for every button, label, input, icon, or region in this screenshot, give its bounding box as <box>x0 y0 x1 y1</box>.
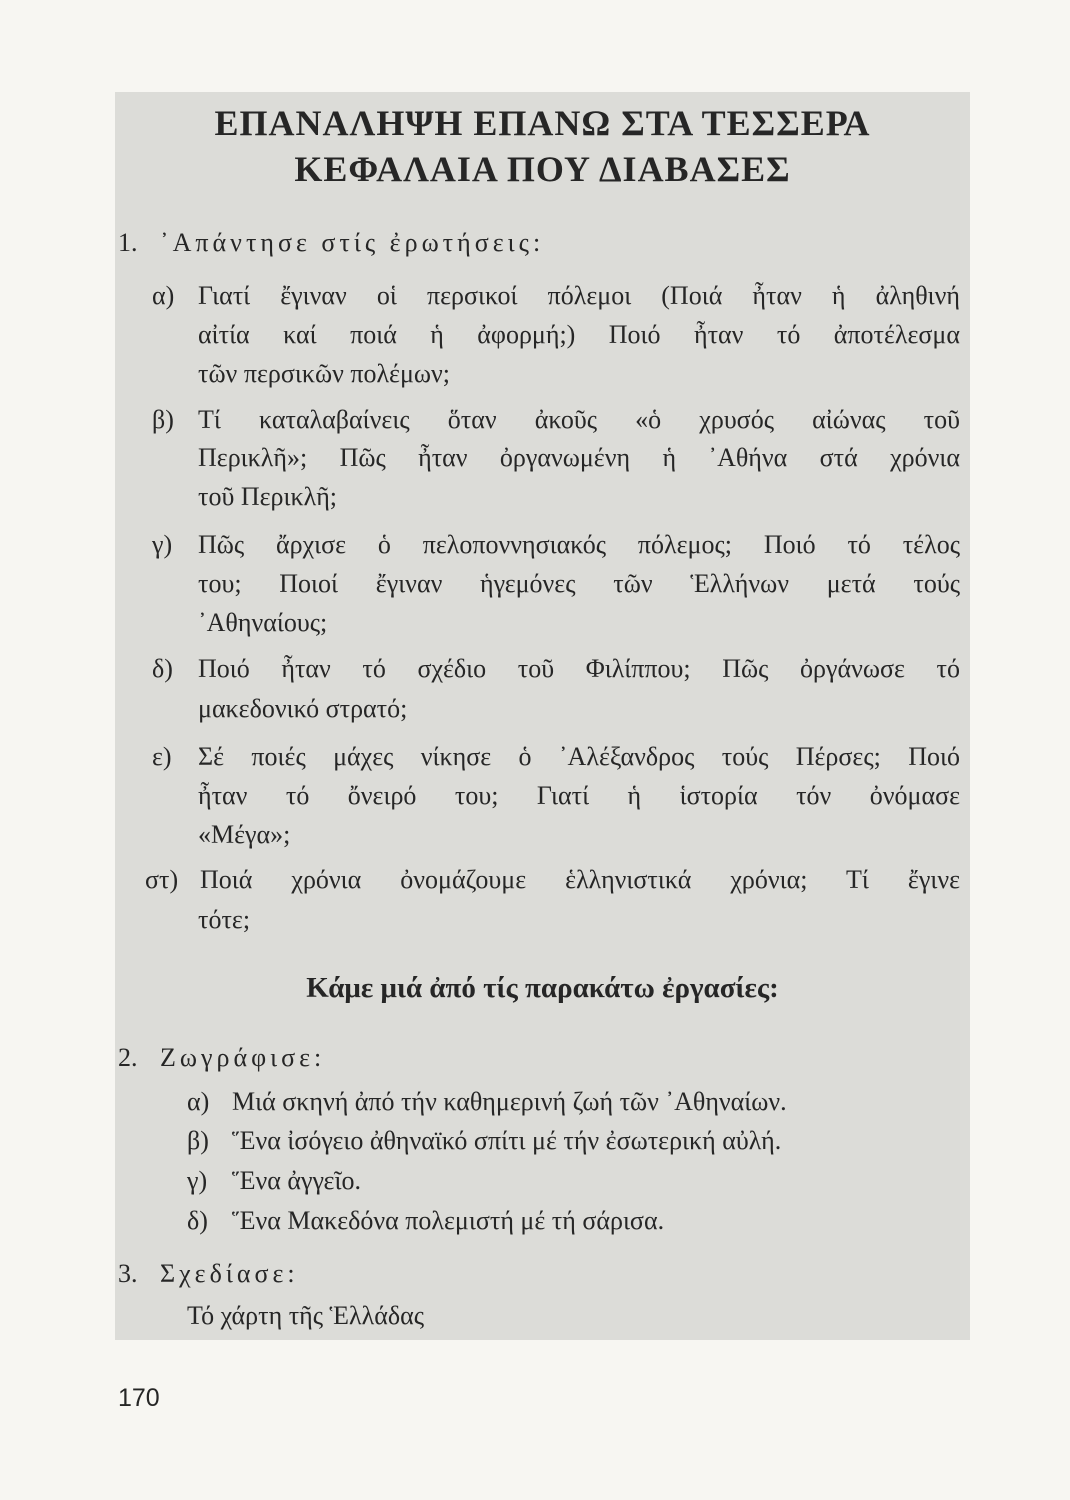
question-1e-line: Σέ ποιές μάχες νίκησε ὁ ᾿Αλέξανδρος τούς Πέρσες; Ποιό <box>198 742 960 771</box>
question-1c-line: ᾿Αθηναίους; <box>198 608 328 637</box>
question-1b-line: Τί καταλαβαίνεις ὅταν ἀκοῦς «ὁ χρυσός αἰώνας τοῦ <box>198 405 960 434</box>
question-1f-label: στ) <box>145 865 179 894</box>
question-1b-line: τοῦ Περικλῆ; <box>198 482 338 511</box>
question-1d-label: δ) <box>152 654 173 683</box>
question-2c-text: Ἕνα ἀγγεῖο. <box>232 1166 361 1195</box>
question-2d-text: Ἕνα Μακεδόνα πολεμιστή μέ τή σάρισα. <box>232 1206 665 1235</box>
question-2b-label: β) <box>187 1126 209 1155</box>
question-2c-label: γ) <box>187 1166 208 1195</box>
page-number: 170 <box>118 1384 160 1412</box>
question-1e-line: ἦταν τό ὄνειρό του; Γιατί ἡ ἱστορία τόν ὀνόμασε <box>198 781 960 810</box>
page-title <box>115 100 970 192</box>
question-1a-line: τῶν περσικῶν πολέμων; <box>198 359 451 388</box>
question-1c-line: του; Ποιοί ἔγιναν ἡγεμόνες τῶν Ἑλλήνων μετά τούς <box>198 569 960 598</box>
title-line-1: ΕΠΑΝΑΛΗΨΗ ΕΠΑΝΩ ΣΤΑ ΤΕΣΣΕΡΑ <box>214 103 871 143</box>
question-1-number: 1. <box>118 228 138 257</box>
question-1a-line: αἰτία καί ποιά ἡ ἀφορμή;) Ποιό ἦταν τό ἀποτέλεσμα <box>198 320 960 349</box>
question-2d-label: δ) <box>187 1206 208 1235</box>
question-2-heading: Ζωγράφισε: <box>160 1043 326 1072</box>
question-1c-label: γ) <box>152 530 173 559</box>
question-1e-label: ε) <box>152 742 172 771</box>
question-1a-line: Γιατί ἔγιναν οἱ περσικοί πόλεμοι (Ποιά ἦταν ἡ ἀληθινή <box>198 281 960 310</box>
question-3-text: Τό χάρτη τῆς Ἑλλάδας <box>187 1301 424 1330</box>
question-1f-line: τότε; <box>198 905 251 934</box>
question-1-heading: ᾿Απάντησε στίς ἐρωτήσεις: <box>160 228 545 257</box>
question-1d-line: μακεδονικό στρατό; <box>198 694 408 723</box>
question-2-number: 2. <box>118 1043 138 1072</box>
question-1e-line: «Μέγα»; <box>198 820 291 849</box>
question-1f-line: Ποιά χρόνια ὀνομάζουμε ἑλληνιστικά χρόνια; Τί ἔγινε <box>200 865 960 894</box>
question-1c-line: Πῶς ἄρχισε ὁ πελοποννησιακός πόλεμος; Ποιό τό τέλος <box>198 530 960 559</box>
question-1d-line: Ποιό ἦταν τό σχέδιο τοῦ Φιλίππου; Πῶς ὀργάνωσε τό <box>198 654 960 683</box>
question-1b-line: Περικλῆ»; Πῶς ἦταν ὀργανωμένη ἡ ᾿Αθήνα στά χρόνια <box>198 443 960 472</box>
title-line-2: ΚΕΦΑΛΑΙΑ ΠΟΥ ΔΙΑΒΑΣΕΣ <box>294 149 791 189</box>
tasks-subheading: Κάμε μιά ἀπό τίς παρακάτω ἐργασίες: <box>306 972 779 1004</box>
question-2a-text: Μιά σκηνή ἀπό τήν καθημερινή ζωή τῶν ᾿Αθηναίων. <box>232 1087 787 1116</box>
question-3-heading: Σχεδίασε: <box>160 1259 299 1288</box>
question-1b-label: β) <box>152 405 174 434</box>
question-3-number: 3. <box>118 1259 138 1288</box>
question-2a-label: α) <box>187 1087 210 1116</box>
question-2b-text: Ἕνα ἰσόγειο ἀθηναϊκό σπίτι μέ τήν ἐσωτερική αὐλή. <box>232 1126 782 1155</box>
question-1a-label: α) <box>152 281 175 310</box>
